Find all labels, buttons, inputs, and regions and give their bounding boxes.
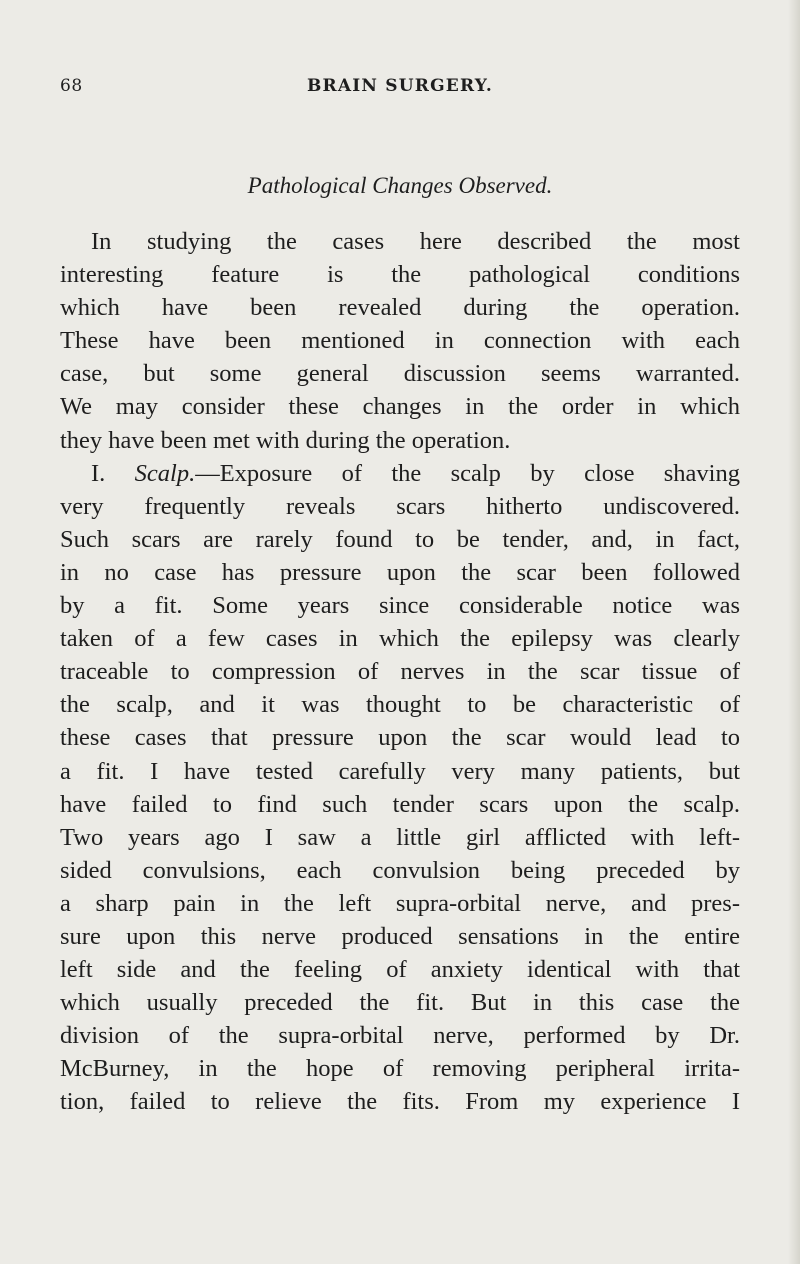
text-line: left side and the feeling of anxiety identical with that <box>60 956 740 984</box>
text-line: division of the supra-orbital nerve, performed by Dr. <box>60 1022 740 1050</box>
text-line: by a fit. Some years since considerable notice was <box>60 592 740 620</box>
text-line: tion, failed to relieve the fits. From my experience I <box>60 1088 740 1116</box>
text-line: a sharp pain in the left supra-orbital nerve, and pres- <box>60 889 740 917</box>
text-line: Two years ago I saw a little girl afflicted with left- <box>60 823 740 851</box>
text-line: Such scars are rarely found to be tender, and, in fact, <box>60 525 740 553</box>
scalp-text: —Exposure of the scalp by close shaving <box>195 459 740 487</box>
scalp-numeral: I. <box>91 459 106 487</box>
text-line: sure upon this nerve produced sensations in the entire <box>60 922 740 950</box>
text-line: We may consider these changes in the order in which <box>60 393 740 421</box>
text-line: traceable to compression of nerves in the scar tissue of <box>60 658 740 686</box>
section-heading: Pathological Changes Observed. <box>247 173 553 198</box>
text-line: In studying the cases here described the most <box>91 228 740 255</box>
body-text <box>60 225 740 1119</box>
text-line: a fit. I have tested carefully very many patients, but <box>60 757 740 785</box>
text-line: These have been mentioned in connection with each <box>60 327 740 355</box>
text-line: sided convulsions, each convulsion being preceded by <box>60 856 740 884</box>
text-line: McBurney, in the hope of removing peripheral irrita- <box>60 1055 740 1083</box>
text-line: which have been revealed during the operation. <box>60 294 740 322</box>
text-line: they have been met with during the operation. <box>60 426 511 454</box>
text-line: case, but some general discussion seems warranted. <box>60 360 740 388</box>
scalp-paragraph-first-line <box>60 457 740 490</box>
page-edge-shadow <box>788 0 800 1264</box>
text-line: these cases that pressure upon the scar would lead to <box>60 724 740 752</box>
text-line: taken of a few cases in which the epilepsy was clearly <box>60 625 740 653</box>
text-line: the scalp, and it was thought to be characteristic of <box>60 691 740 719</box>
text-line: have failed to find such tender scars upon the scalp. <box>60 790 740 818</box>
text-line: which usually preceded the fit. But in this case the <box>60 989 740 1017</box>
running-header <box>60 76 740 106</box>
page-number: 68 <box>60 76 83 96</box>
running-title: BRAIN SURGERY. <box>306 76 494 96</box>
text-line: very frequently reveals scars hitherto undiscovered. <box>60 492 740 520</box>
text-line: in no case has pressure upon the scar been followed <box>60 558 740 586</box>
scalp-term: Scalp. <box>134 459 196 487</box>
text-line: interesting feature is the pathological conditions <box>60 261 740 289</box>
